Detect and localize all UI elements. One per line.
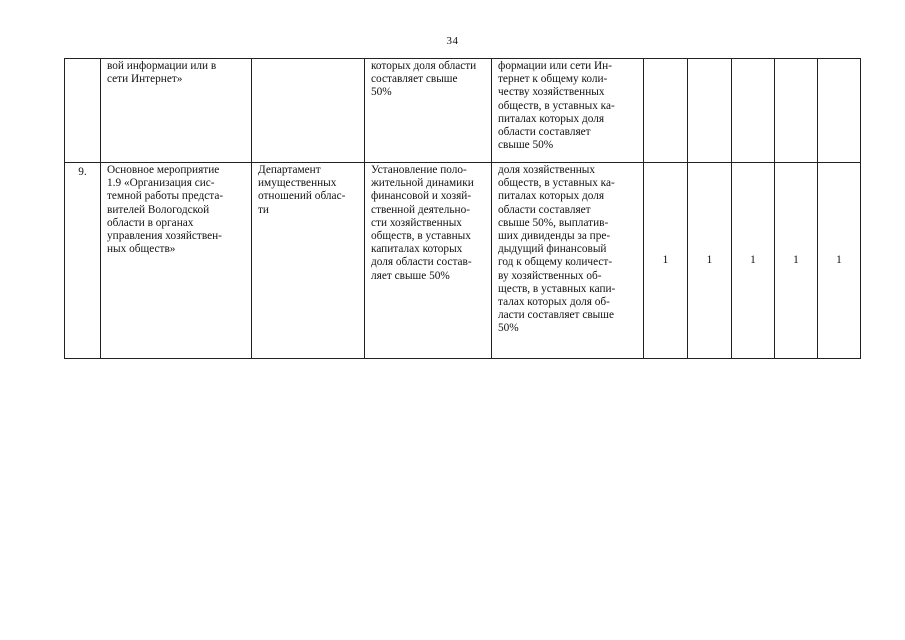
value-cell-5: 1 [818,163,861,359]
executor-cell: Департамент имущественных отношений облас- ти [252,163,365,359]
table-row-continuation [65,59,861,163]
value-cell-4 [775,59,818,163]
value-cell-1 [644,59,688,163]
indicator-cell: доля хозяйственных обществ, в уставных ка- питалах которых доля области составляет свыше 50%, выплатив- ших дивиденды за пре- дыдущий финансовый год к общему количест- ву хозяйственных об- ществ, в уставных капи- талах которых доля об- ласти составляет свыше 50% [492,163,644,359]
indicator-cell: формации или сети Ин- тернет к общему коли- честву хозяйственных обществ, в уставных ка- питалах которых доля области составляет свыше 50% [492,59,644,163]
value-cell-2 [688,59,732,163]
row-number-cell [65,59,101,163]
table-row-measure-1-9 [65,163,861,359]
value-cell-5 [818,59,861,163]
measure-cell: вой информации или в сети Интернет» [101,59,252,163]
value-cell-4: 1 [775,163,818,359]
row-number-cell: 9. [65,163,101,359]
executor-cell [252,59,365,163]
value-cell-2: 1 [688,163,732,359]
value-cell-3 [732,59,775,163]
expected-result-cell: Установление поло- жительной динамики финансовой и хозяй- ственной деятельно- сти хозяйственных обществ, в уставных капиталах которых доля области состав- ляет свыше 50% [365,163,492,359]
expected-result-cell: которых доля области составляет свыше 50% [365,59,492,163]
value-cell-1: 1 [644,163,688,359]
value-cell-3: 1 [732,163,775,359]
measure-cell: Основное мероприятие 1.9 «Организация сис- темной работы предста- вителей Вологодской области в органах управления хозяйствен- ных обществ» [101,163,252,359]
program-measures-table [64,58,861,359]
page-number: 34 [446,35,459,47]
